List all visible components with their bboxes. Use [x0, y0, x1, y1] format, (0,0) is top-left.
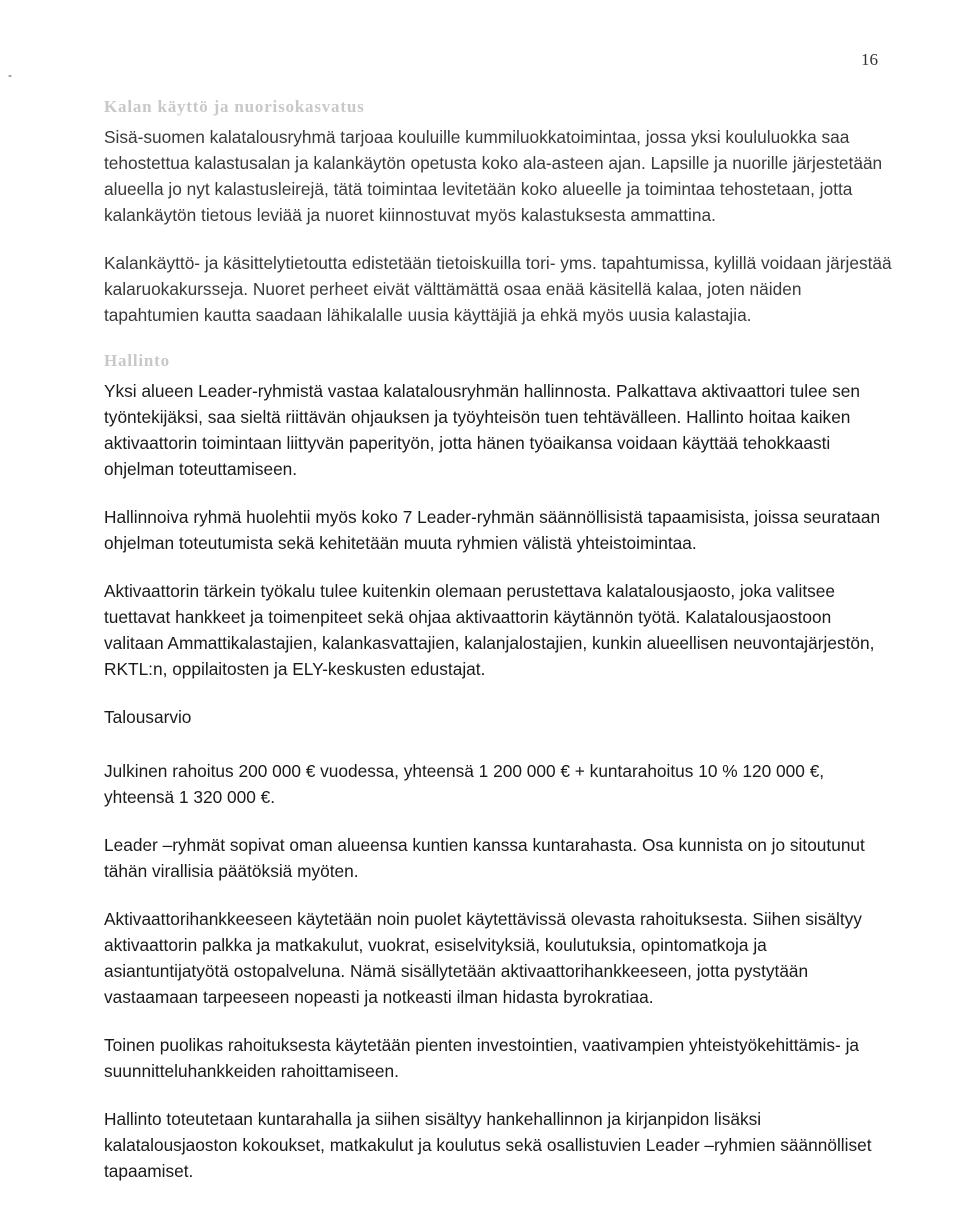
section-talousarvio [104, 704, 894, 1184]
section-hallinto [104, 350, 894, 682]
paragraph: Aktivaattorihankkeeseen käytetään noin puolet käytettävissä olevasta rahoituksesta. Siihen sisältyy aktivaattorin palkka ja matkakulut, vuokrat, esiselvityksiä, koulutuksia, opintomatkoja ja asiantuntijatyötä ostopalveluna. Nämä sisällytetään aktivaattorihankkeeseen, jotta pystytään vastaamaan tarpeeseen nopeasti ja notkeasti ilman hidasta byrokratiaa. [104, 909, 862, 1007]
paragraph: Aktivaattorin tärkein työkalu tulee kuitenkin olemaan perustettava kalatalousjaosto, joka valitsee tuettavat hankkeet ja toimenpiteet sekä ohjaa aktivaattorin käytännön työtä. Kalatalousjaostoon valitaan Ammattikalastajien, kalankasvattajien, kalanjalostajien, kunkin alueellisen neuvontajärjestön, RKTL:n, oppilaitosten ja ELY-keskusten edustajat. [104, 581, 875, 679]
paragraph: Hallinto toteutetaan kuntarahalla ja siihen sisältyy hankehallinnon ja kirjanpidon lisäksi kalatalousjaoston kokoukset, matkakulut ja koulutus sekä osallistuvien Leader –ryhmien säännölliset tapaamiset. [104, 1109, 872, 1181]
margin-mark: - [8, 68, 12, 82]
paragraph: Hallinnoiva ryhmä huolehtii myös koko 7 Leader-ryhmän säännöllisistä tapaamisista, joissa seurataan ohjelman toteutumista sekä kehitetään muuta ryhmien välistä yhteistoimintaa. [104, 507, 881, 553]
section-title: Talousarvio [104, 707, 192, 727]
paragraph: Kalankäyttö- ja käsittelytietoutta edistetään tietoiskuilla tori- yms. tapahtumissa, kylillä voidaan järjestää kalaruokakursseja. Nuoret perheet eivät välttämättä osaa enää käsitellä kalaa, joten näiden tapahtumien kautta saadaan lähikalalle uusia käyttäjiä ja ehkä myös uusia kalastajia. [104, 253, 892, 325]
paragraph: Yksi alueen Leader-ryhmistä vastaa kalatalousryhmän hallinnosta. Palkattava aktivaattori tulee sen työntekijäksi, saa sieltä riittävän ohjauksen ja työyhteisön tuen tehtävälleen. Hallinto hoitaa kaiken aktivaattorin toimintaan liittyvän paperityön, jotta hänen työaikansa voidaan käyttää tehokkaasti ohjelman toteuttamiseen. [104, 381, 860, 479]
section-title: Hallinto [104, 351, 170, 370]
section-title: Kalan käyttö ja nuorisokasvatus [104, 97, 365, 116]
document-body [104, 96, 894, 1206]
paragraph: Sisä-suomen kalatalousryhmä tarjoaa kouluille kummiluokkatoimintaa, jossa yksi koululuokka saa tehostettua kalastusalan ja kalankäytön opetusta koko ala-asteen ajan. Lapsille ja nuorille järjestetään alueella jo nyt kalastusleirejä, tätä toimintaa levitetään koko alueelle ja toimintaa tehostetaan, jotta kalankäytön tietous leviää ja nuoret kiinnostuvat myös kalastuksesta ammattina. [104, 127, 883, 225]
paragraph: Julkinen rahoitus 200 000 € vuodessa, yhteensä 1 200 000 € + kuntarahoitus 10 % 120 000 €, yhteensä 1 320 000 €. [104, 761, 825, 807]
page-number: 16 [861, 50, 878, 69]
paragraph: Toinen puolikas rahoituksesta käytetään pienten investointien, vaativampien yhteistyökehittämis- ja suunnitteluhankkeiden rahoittamiseen. [104, 1035, 860, 1081]
section-kalan-kaytto [104, 96, 894, 328]
paragraph: Leader –ryhmät sopivat oman alueensa kuntien kanssa kuntarahasta. Osa kunnista on jo sitoutunut tähän virallisia päätöksiä myöten. [104, 835, 865, 881]
